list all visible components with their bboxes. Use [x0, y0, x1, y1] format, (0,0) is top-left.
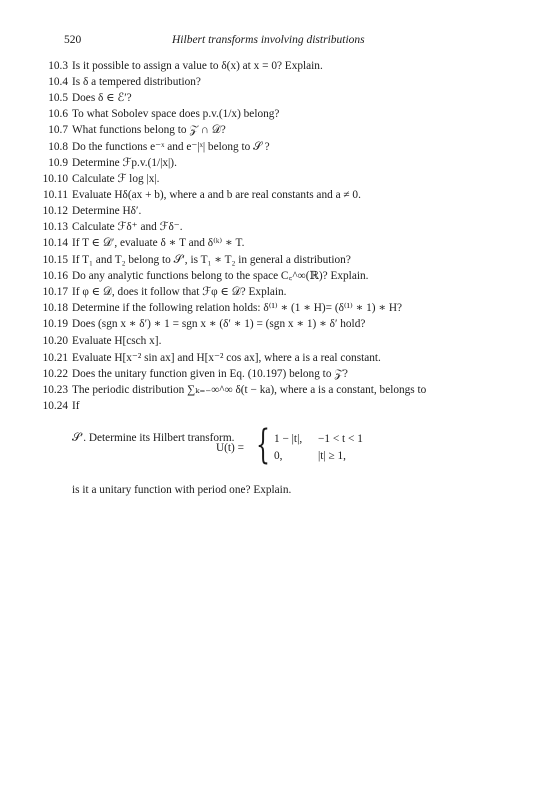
exercise-text: Determine if the following relation holds: δ⁽¹⁾ ∗ (1 ∗ H)= (δ⁽¹⁾ ∗ 1) ∗ H? [72, 302, 403, 314]
equation-lhs: U(t) = [216, 442, 245, 454]
exercise-text: Does δ ∈ ℰ′? [72, 92, 132, 104]
case-value: 0, [274, 450, 283, 462]
exercise-text: Evaluate H[csch x]. [72, 335, 162, 347]
exercise-number: 10.6 [48, 108, 68, 120]
exercise-number: 10.21 [42, 352, 68, 364]
exercise-number: 10.20 [42, 335, 68, 347]
case-condition: −1 < t < 1 [318, 433, 363, 445]
exercise-number: 10.8 [48, 141, 68, 153]
exercise-number: 10.11 [43, 189, 68, 201]
exercise-text: Do any analytic functions belong to the space C꜀^∞(ℝ)? Explain. [72, 270, 369, 282]
exercise-text: If T₁ and T₂ belong to 𝒮′, is T₁ ∗ T₂ in general a distribution? [72, 254, 351, 266]
exercise-number: 10.23 [42, 384, 68, 396]
exercise-number: 10.5 [48, 92, 68, 104]
exercise-text: If [72, 400, 80, 412]
exercise-number: 10.3 [48, 60, 68, 72]
exercise-number: 10.16 [42, 270, 68, 282]
exercise-number: 10.22 [42, 368, 68, 380]
exercise-text: If φ ∈ 𝒟, does it follow that ℱφ ∈ 𝒟? Explain. [72, 286, 287, 298]
exercise-text: Calculate ℱδ⁺ and ℱδ⁻. [72, 221, 183, 233]
exercise-number: 10.9 [48, 157, 68, 169]
exercise-text: Determine Hδ′. [72, 205, 142, 217]
exercise-number: 10.24 [42, 400, 68, 412]
exercise-text: Does (sgn x ∗ δ′) ∗ 1 = sgn x ∗ (δ′ ∗ 1) = (sgn x ∗ 1) ∗ δ′ hold? [72, 318, 366, 330]
page-header [64, 34, 484, 50]
exercise-number: 10.7 [48, 124, 68, 136]
page-number: 520 [64, 34, 82, 46]
exercise-text: The periodic distribution ∑ₖ₌₋∞^∞ δ(t − ka), where a is a constant, belongs to [72, 384, 427, 396]
exercise-text: Evaluate H[x⁻² sin ax] and H[x⁻² cos ax], where a is a real constant. [72, 352, 381, 364]
exercise-number: 10.17 [42, 286, 68, 298]
left-brace: { [256, 422, 270, 468]
exercise-continuation: 𝒮′. Determine its Hilbert transform. [72, 432, 235, 444]
exercise-text: Is it possible to assign a value to δ(x) at x = 0? Explain. [72, 60, 323, 72]
exercise-number: 10.18 [42, 302, 68, 314]
exercise-text: If T ∈ 𝒟′, evaluate δ ∗ T and δ⁽ᵏ⁾ ∗ T. [72, 237, 245, 249]
exercise-number: 10.19 [42, 318, 68, 330]
exercise-number: 10.10 [42, 173, 68, 185]
exercise-number: 10.12 [42, 205, 68, 217]
exercise-text: Evaluate Hδ(ax + b), where a and b are real constants and a ≠ 0. [72, 189, 361, 201]
case-value: 1 − |t|, [274, 433, 303, 445]
exercise-number: 10.15 [42, 254, 68, 266]
exercise-number: 10.14 [42, 237, 68, 249]
exercise-text: Calculate ℱ log |x|. [72, 173, 160, 185]
exercise-text: To what Sobolev space does p.v.(1/x) belong? [72, 108, 280, 120]
exercise-text: Does the unitary function given in Eq. (10.197) belong to 𝒵? [72, 368, 348, 380]
running-title: Hilbert transforms involving distributions [172, 34, 365, 46]
closing-question: is it a unitary function with period one? Explain. [72, 484, 292, 496]
exercise-text: Determine ℱp.v.(1/|x|). [72, 157, 177, 169]
exercise-text: Do the functions e⁻ˣ and e⁻|ˣ| belong to 𝒮 ? [72, 141, 270, 153]
exercise-text: Is δ a tempered distribution? [72, 76, 201, 88]
case-condition: |t| ≥ 1, [318, 450, 346, 462]
exercise-number: 10.4 [48, 76, 68, 88]
exercise-number: 10.13 [42, 221, 68, 233]
exercise-text: What functions belong to 𝒵 ∩ 𝒟? [72, 124, 226, 136]
